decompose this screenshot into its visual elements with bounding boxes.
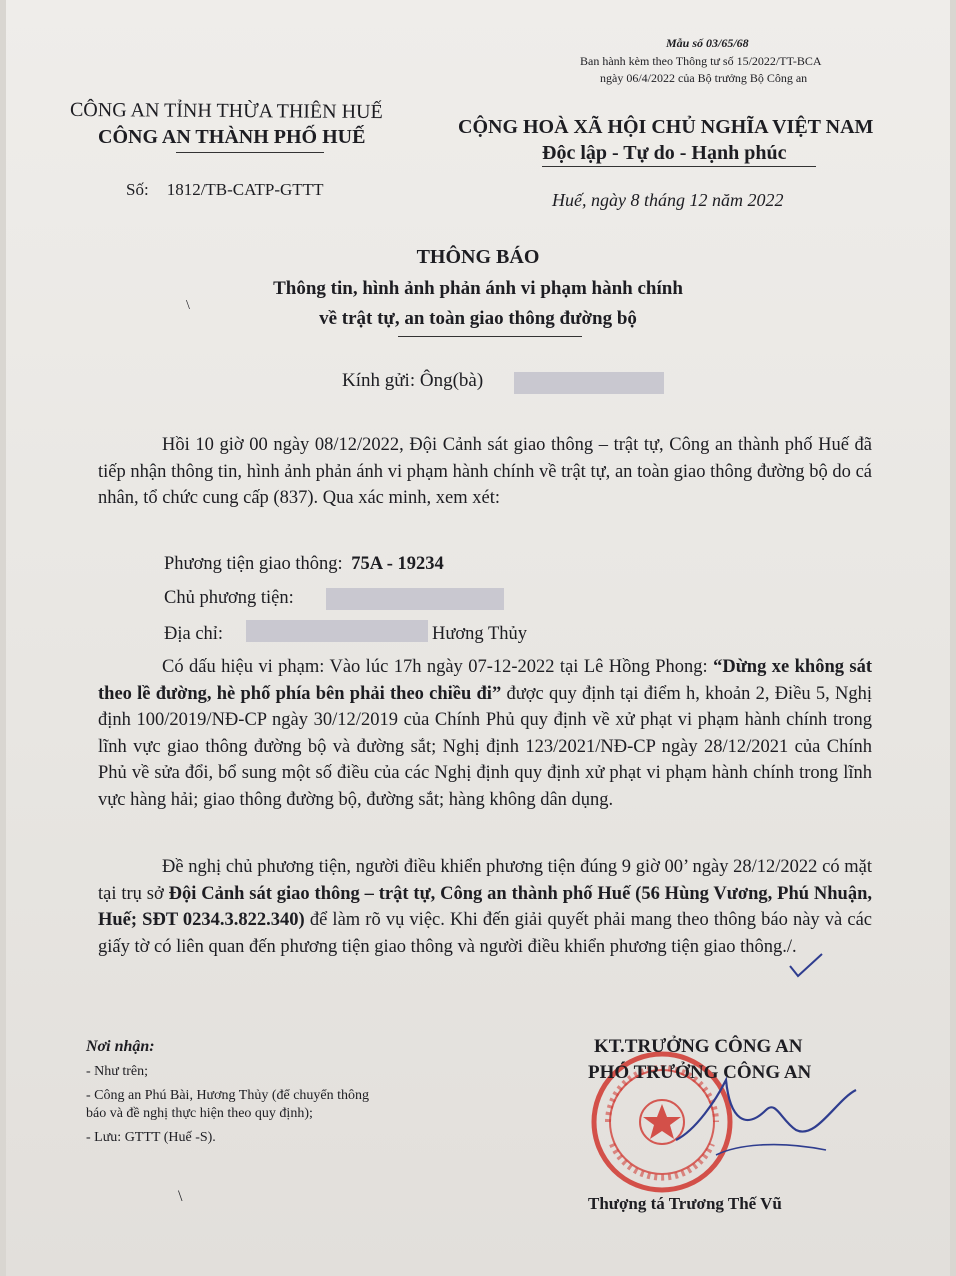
request-start: Đề nghị chủ phương tiện, người điều khiển phương tiện đúng 9 giờ 00’ ngày 28/12/2022 có mặt tại trụ sở xyxy=(98,857,872,904)
form-number: Mẫu số 03/65/68 xyxy=(666,36,749,50)
document-number xyxy=(126,180,323,200)
document-subtitle-line1: Thông tin, hình ảnh phản ánh vi phạm hành chính xyxy=(273,278,683,299)
recipient-item: - Như trên; xyxy=(86,1064,149,1079)
request-bold: Đội Cảnh sát giao thông – trật tự, Công an thành phố Huế (56 Hùng Vương, Phú Nhuận, Huế; SĐT 0234.3.822.340) xyxy=(98,883,873,930)
pen-mark: \ xyxy=(186,298,190,313)
redacted-name xyxy=(514,372,664,394)
nation-motto: Độc lập - Tự do - Hạnh phúc xyxy=(542,142,787,164)
pen-mark: \ xyxy=(178,1188,183,1205)
vehicle-line xyxy=(164,554,444,575)
document-page xyxy=(6,0,950,1276)
agency-name: CÔNG AN THÀNH PHỐ HUẾ xyxy=(98,126,366,148)
address-label: Địa chỉ: xyxy=(164,624,224,644)
document-title: THÔNG BÁO xyxy=(416,246,540,268)
handwritten-signature xyxy=(656,1060,866,1170)
signature-title-line1: KT.TRƯỞNG CÔNG AN xyxy=(594,1036,803,1057)
violation-rest: được quy định tại điểm h, khoản 2, Điều 5, Nghị định 100/2019/NĐ-CP ngày 30/12/2019 của Chính Phủ quy định về xử phạt vi phạm hành chính trong lĩnh vực giao thông đường bộ và đường sắt; Nghị định 123/2021/NĐ-CP ngày 28/12/2021 của Chính Phủ về sửa đổi, bổ sung một số điều của các Nghị định quy định xử phạt vi phạm hành chính trong lĩnh vực hàng hải; giao thông đường bộ, đường sắt; hàng không dân dụng. xyxy=(98,683,873,810)
signer-name: Thượng tá Trương Thế Vũ xyxy=(588,1194,782,1213)
request-end: để làm rõ vụ việc. Khi đến giải quyết phải mang theo thông báo này và các giấy tờ có liên quan đến phương tiện giao thông và người điều khiển phương tiện giao thông./. xyxy=(98,910,873,957)
agency-underline xyxy=(176,152,324,153)
place-date: Huế, ngày 8 tháng 12 năm 2022 xyxy=(552,190,784,210)
intro-paragraph xyxy=(98,432,872,512)
recipients-title: Nơi nhận: xyxy=(86,1038,155,1055)
redacted-address xyxy=(246,620,428,642)
redacted-owner xyxy=(326,588,504,610)
form-reference-line2: ngày 06/4/2022 của Bộ trưởng Bộ Công an xyxy=(600,71,808,85)
recipient-item: báo và đề nghị thực hiện theo quy định); xyxy=(86,1106,313,1121)
owner-line xyxy=(164,588,294,609)
vehicle-plate: 75A - 19234 xyxy=(351,554,444,574)
address-visible: Hương Thủy xyxy=(432,624,528,644)
subtitle-underline xyxy=(398,336,582,337)
request-paragraph xyxy=(98,854,872,960)
document-number-label: Số: xyxy=(126,180,149,199)
address-line xyxy=(164,624,528,645)
vehicle-label: Phương tiện giao thông: xyxy=(164,554,343,574)
signature-title-line2: PHÓ TRƯỞNG CÔNG AN xyxy=(588,1062,812,1083)
document-subtitle-line2: về trật tự, an toàn giao thông đường bộ xyxy=(319,308,637,329)
nation-title: CỘNG HOÀ XÃ HỘI CHỦ NGHĨA VIỆT NAM xyxy=(458,116,874,138)
recipient-item: - Công an Phú Bài, Hương Thủy (để chuyển thông xyxy=(86,1088,370,1103)
owner-label: Chủ phương tiện: xyxy=(164,588,294,608)
violation-quote: “Dừng xe không sát theo lề đường, hè phố phía bên phải theo chiều đi” xyxy=(98,657,872,704)
form-reference-line1: Ban hành kèm theo Thông tư số 15/2022/TT-BCA xyxy=(580,54,822,68)
pen-check-mark xyxy=(786,950,826,980)
violation-intro: Có dấu hiệu vi phạm: Vào lúc 17h ngày 07-12-2022 tại Lê Hồng Phong: xyxy=(162,657,708,677)
violation-paragraph xyxy=(98,654,872,813)
motto-underline xyxy=(542,166,816,167)
intro-text: Hồi 10 giờ 00 ngày 08/12/2022, Đội Cảnh sát giao thông – trật tự, Công an thành phố Huế đã tiếp nhận thông tin, hình ảnh phản ánh vi phạm hành chính về trật tự, an toàn giao thông đường bộ do cá nhân, tổ chức cung cấp (837). Qua xác minh, xem xét: xyxy=(98,435,872,508)
recipient-item: - Lưu: GTTT (Huế -S). xyxy=(86,1130,216,1145)
salutation: Kính gửi: Ông(bà) xyxy=(342,370,484,391)
document-number-value: 1812/TB-CATP-GTTT xyxy=(166,180,324,199)
agency-parent: CÔNG AN TỈNH THỪA THIÊN HUẾ xyxy=(69,98,383,124)
